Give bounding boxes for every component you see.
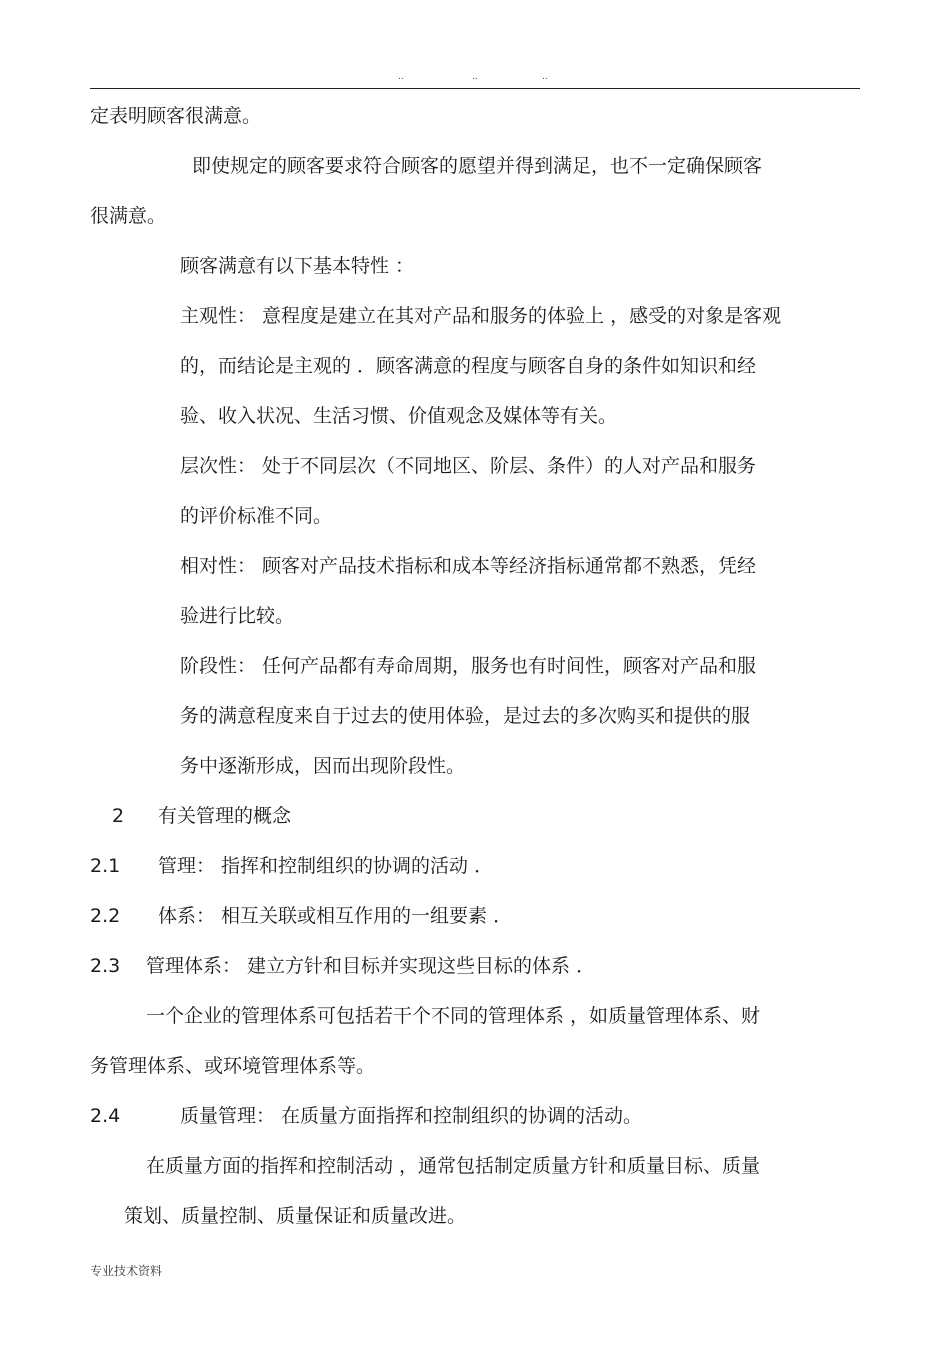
paragraph-line: 的，而结论是主观的 ．顾客满意的程度与顾客自身的条件如知识和经	[180, 355, 757, 377]
page-footer: 专业技术资料	[90, 1264, 163, 1278]
paragraph-line: 很满意。	[90, 205, 167, 227]
section-number: 2.2	[90, 905, 121, 927]
paragraph-line: 相对性： 顾客对产品技术指标和成本等经济指标通常都不熟悉，凭经	[180, 555, 757, 577]
section-number: 2	[112, 805, 125, 827]
definition-line: 质量管理： 在质量方面指挥和控制组织的协调的活动。	[180, 1105, 643, 1127]
header-marks	[0, 72, 950, 84]
paragraph-line: 阶段性： 任何产品都有寿命周期，服务也有时间性，顾客对产品和服	[180, 655, 757, 677]
paragraph-line: 务管理体系、或环境管理体系等。	[90, 1055, 376, 1077]
header-mark: ..	[542, 72, 548, 82]
paragraph-line: 主观性： 意程度是建立在其对产品和服务的体验上 ，感受的对象是客观	[180, 305, 782, 327]
paragraph-line: 策划、质量控制、质量保证和质量改进。	[124, 1205, 467, 1227]
paragraph-line: 层次性： 处于不同层次（不同地区、阶层、条件）的人对产品和服务	[180, 455, 757, 477]
header-mark: ..	[398, 72, 404, 82]
paragraph-line: 顾客满意有以下基本特性 ：	[180, 255, 415, 277]
section-number: 2.1	[90, 855, 121, 877]
paragraph-line: 在质量方面的指挥和控制活动 ，通常包括制定质量方针和质量目标、质量	[146, 1155, 761, 1177]
paragraph-line: 一个企业的管理体系可包括若干个不同的管理体系 ，如质量管理体系、财	[146, 1005, 761, 1027]
section-number: 2.4	[90, 1105, 121, 1127]
paragraph-line: 验进行比较。	[180, 605, 295, 627]
paragraph-line: 即使规定的顾客要求符合顾客的愿望并得到满足，也不一定确保顾客	[192, 155, 763, 177]
definition-line: 管理体系： 建立方针和目标并实现这些目标的体系 ．	[146, 955, 596, 977]
section-heading: 有关管理的概念	[158, 805, 292, 827]
section-number: 2.3	[90, 955, 121, 977]
definition-line: 体系： 相互关联或相互作用的一组要素 ．	[158, 905, 513, 927]
paragraph-line: 验、收入状况、生活习惯、价值观念及媒体等有关。	[180, 405, 618, 427]
header-mark: ..	[472, 72, 478, 82]
paragraph-line: 务的满意程度来自于过去的使用体验，是过去的多次购买和提供的服	[180, 705, 751, 727]
header-rule	[90, 88, 860, 89]
paragraph-line: 定表明顾客很满意。	[90, 105, 262, 127]
definition-line: 管理： 指挥和控制组织的协调的活动 ．	[158, 855, 494, 877]
paragraph-line: 的评价标准不同。	[180, 505, 333, 527]
paragraph-line: 务中逐渐形成，因而出现阶段性。	[180, 755, 466, 777]
